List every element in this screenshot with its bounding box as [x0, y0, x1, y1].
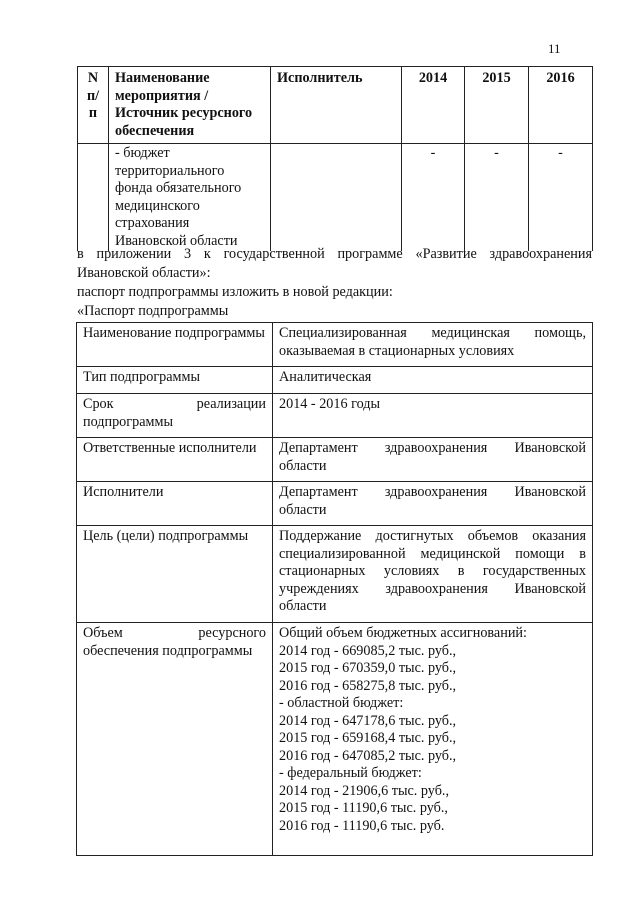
volume-line: - федеральный бюджет: — [279, 765, 422, 781]
volume-line: 2016 год - 658275,8 тыс. руб., — [279, 677, 457, 694]
body-text-line-4: «Паспорт подпрограммы — [77, 303, 229, 319]
passport-volume-label-c: обеспечения подпрограммы — [83, 642, 253, 659]
page-number: 11 — [548, 41, 561, 56]
header-name: Наименование мероприятия / Источник ресурсного обеспечения — [109, 67, 271, 144]
row-2016: - — [529, 144, 593, 252]
header-executor: Исполнитель — [271, 67, 402, 144]
passport-volume-label-b: ресурсного — [198, 625, 266, 641]
passport-volume-value — [273, 623, 593, 856]
body-text-line-1: в приложении 3 к государственной программе «Развитие здравоохранения — [77, 246, 592, 262]
passport-volume-label — [77, 623, 273, 856]
passport-volume-label-a: Объем — [83, 625, 123, 641]
volume-line: - областной бюджет: — [279, 695, 404, 711]
passport-term-value: 2014 - 2016 годы — [273, 394, 593, 438]
table-row — [77, 526, 593, 623]
volume-line: 2014 год - 21906,6 тыс. руб., — [279, 782, 450, 799]
passport-volume-label-line — [83, 625, 266, 643]
passport-term-label-b: реализации — [196, 396, 266, 412]
passport-responsible-label: Ответственные исполнители — [77, 438, 273, 482]
row-num — [78, 144, 109, 252]
body-text-line-2: Ивановской области»: — [77, 265, 211, 281]
activities-table — [77, 66, 593, 251]
header-num: N п/п — [78, 67, 109, 144]
passport-name-label: Наименование подпрограммы — [77, 323, 273, 367]
volume-line: 2015 год - 659168,4 тыс. руб., — [279, 730, 457, 746]
passport-goal-value: Поддержание достигнутых объемов оказания специализированной медицинской помощи в стационарных условиях в государственных учреждениях здравоохранения Ивановской области — [273, 526, 593, 623]
table-row — [77, 482, 593, 526]
row-2015: - — [465, 144, 529, 252]
passport-goal-label: Цель (цели) подпрограммы — [77, 526, 273, 623]
table-row — [77, 394, 593, 438]
passport-type-label: Тип подпрограммы — [77, 367, 273, 394]
passport-term-label-line — [83, 396, 266, 414]
volume-line: 2014 год - 669085,2 тыс. руб., — [279, 642, 457, 659]
volume-line: 2016 год - 11190,6 тыс. руб. — [279, 817, 445, 834]
table-row — [77, 438, 593, 482]
passport-term-label — [77, 394, 273, 438]
passport-term-label-a: Срок — [83, 396, 114, 412]
passport-executors-label: Исполнители — [77, 482, 273, 526]
volume-line: 2014 год - 647178,6 тыс. руб., — [279, 712, 457, 729]
table-header-row — [78, 67, 593, 144]
passport-name-value: Специализированная медицинская помощь, оказываемая в стационарных условиях — [273, 323, 593, 367]
passport-term-label-c: подпрограммы — [83, 413, 173, 430]
volume-line: 2015 год - 11190,6 тыс. руб., — [279, 800, 448, 816]
passport-type-value: Аналитическая — [273, 367, 593, 394]
passport-executors-value: Департамент здравоохранения Ивановской области — [273, 482, 593, 526]
passport-responsible-value: Департамент здравоохранения Ивановской области — [273, 438, 593, 482]
row-2014: - — [402, 144, 465, 252]
row-executor — [271, 144, 402, 252]
header-2014: 2014 — [402, 67, 465, 144]
body-text-line-3: паспорт подпрограммы изложить в новой редакции: — [77, 284, 393, 300]
volume-line: Общий объем бюджетных ассигнований: — [279, 625, 527, 641]
table-row — [77, 367, 593, 394]
row-name: - бюджет территориального фонда обязательного медицинского страхования Ивановской области — [109, 144, 271, 252]
table-row — [78, 144, 593, 252]
table-row — [77, 323, 593, 367]
volume-line: 2016 год - 647085,2 тыс. руб., — [279, 747, 457, 764]
header-2016: 2016 — [529, 67, 593, 144]
table-row — [77, 623, 593, 856]
header-2015: 2015 — [465, 67, 529, 144]
volume-line: 2015 год - 670359,0 тыс. руб., — [279, 660, 457, 676]
passport-table — [76, 322, 593, 856]
